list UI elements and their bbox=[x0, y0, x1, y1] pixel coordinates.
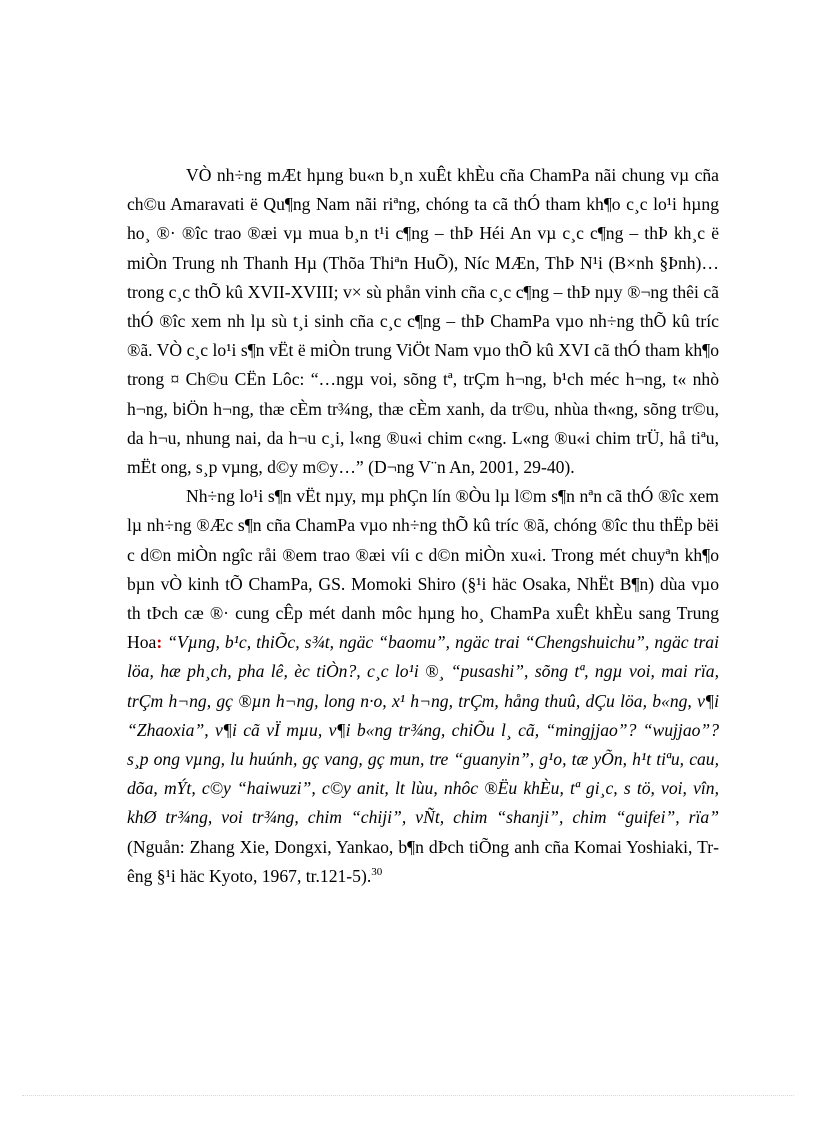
paragraph-2-quote: “Vµng, b¹c, thiÕc, s¾t, ngäc “baomu”, ngäc trai “Chengshuichu”, ngäc trai löa, hæ ph¸ch, pha lê, èc tiÒn?, c¸c lo¹i ®¸ “pusashi”, sõng tª, ngµ voi, mai rïa, trÇm h¬ng, gç ®µn h¬ng, long n·o, x¹ h¬ng, trÇm, hång thuû, dÇu löa, b«ng, v¶i “Zhaoxia”, v¶i cã vÏ mµu, v¶i b«ng tr¾ng, chiÕu l¸ cã, “mingjjao”? “wujjao”? s¸p ong vµng, lu huúnh, gç vang, gç mun, tre “guanyin”, g¹o, tæ yÕn, h¹t tiªu, cau, dõa, mÝt, c©y “haiwuzi”, c©y anit, lt lùu, nhôc ®Ëu khÈu, tª gi¸c, s tö, voi, vîn, khØ tr¾ng, voi tr¾ng, chim “chiji”, vÑt, chim “shanji”, chim “guifei”, rïa” bbox=[127, 632, 719, 828]
paragraph-2-lead: Nh÷ng lo¹i s¶n vËt nµy, mµ phÇn lín ®Òu lµ l©m s¶n nªn cã thÓ ®îc xem lµ nh÷ng ®Æc s¶n cña ChamPa vµo nh÷ng thÕ kû tríc ®ã, chóng ®îc thu thËp bëi c d©n miÒn ngîc råi ®em trao ®æi víi c d©n miÒn xu«i. Trong mét chuyªn kh¶o bµn vÒ kinh tÕ ChamPa, GS. Momoki Shiro (§¹i häc Osaka, NhËt B¶n) dùa vµo th tÞch cæ ®· cung cÊp mét danh môc hµng ho¸ ChamPa xuÊt khÈu sang Trung Hoa bbox=[127, 486, 719, 653]
paragraph-2-colon: : bbox=[156, 632, 163, 653]
page-bottom-divider bbox=[22, 1095, 794, 1096]
paragraph-1 bbox=[127, 161, 719, 482]
paragraph-2 bbox=[127, 482, 719, 891]
paragraph-2-source: (Nguån: Zhang Xie, Dongxi, Yankao, b¶n dÞch tiÕng anh cña Komai Yoshiaki, Trêng §¹i häc Kyoto, 1967, tr.121-5). bbox=[127, 836, 719, 886]
body-text bbox=[127, 161, 719, 891]
paragraph-1-text: VÒ nh÷ng mÆt hµng bu«n b¸n xuÊt khÈu cña ChamPa nãi chung vµ cña ch©u Amaravati ë Qu¶ng Nam nãi riªng, chóng ta cã thÓ tham kh¶o c¸c lo¹i hµng ho¸ ®· ®îc trao ®æi vµ mua b¸n t¹i c¶ng – thÞ Héi An vµ c¸c c¶ng – thÞ kh¸c ë miÒn Trung nh Thanh Hµ (Thõa Thiªn HuÕ), Níc MÆn, ThÞ N¹i (B×nh §Þnh)…trong c¸c thÕ kû XVII-XVIII; v× sù phån vinh cña c¸c c¶ng – thÞ nµy ®¬ng thêi cã thÓ ®îc xem nh lµ sù t¸i sinh cña c¸c c¶ng – thÞ ChamPa vµo nh÷ng thÕ kû tríc ®ã. VÒ c¸c lo¹i s¶n vËt ë miÒn trung ViÖt Nam vµo thÕ kû XVI cã thÓ tham kh¶o trong ¤ Ch©u CËn Lôc: “…ngµ voi, sõng tª, trÇm h¬ng, b¹ch méc h¬ng, t« nhò h¬ng, biÖn h¬ng, thæ cÈm tr¾ng, thæ cÈm xanh, da tr©u, nhùa th«ng, sõng tr©u, da h¬u, nhung nai, da h¬u c¸i, l«ng ®u«i chim c«ng. L«ng ®u«i chim trÜ, hå tiªu, mËt ong, s¸p vµng, d©y m©y…” (D¬ng V¨n An, 2001, 29-40). bbox=[127, 165, 719, 478]
footnote-reference: 30 bbox=[371, 866, 383, 879]
